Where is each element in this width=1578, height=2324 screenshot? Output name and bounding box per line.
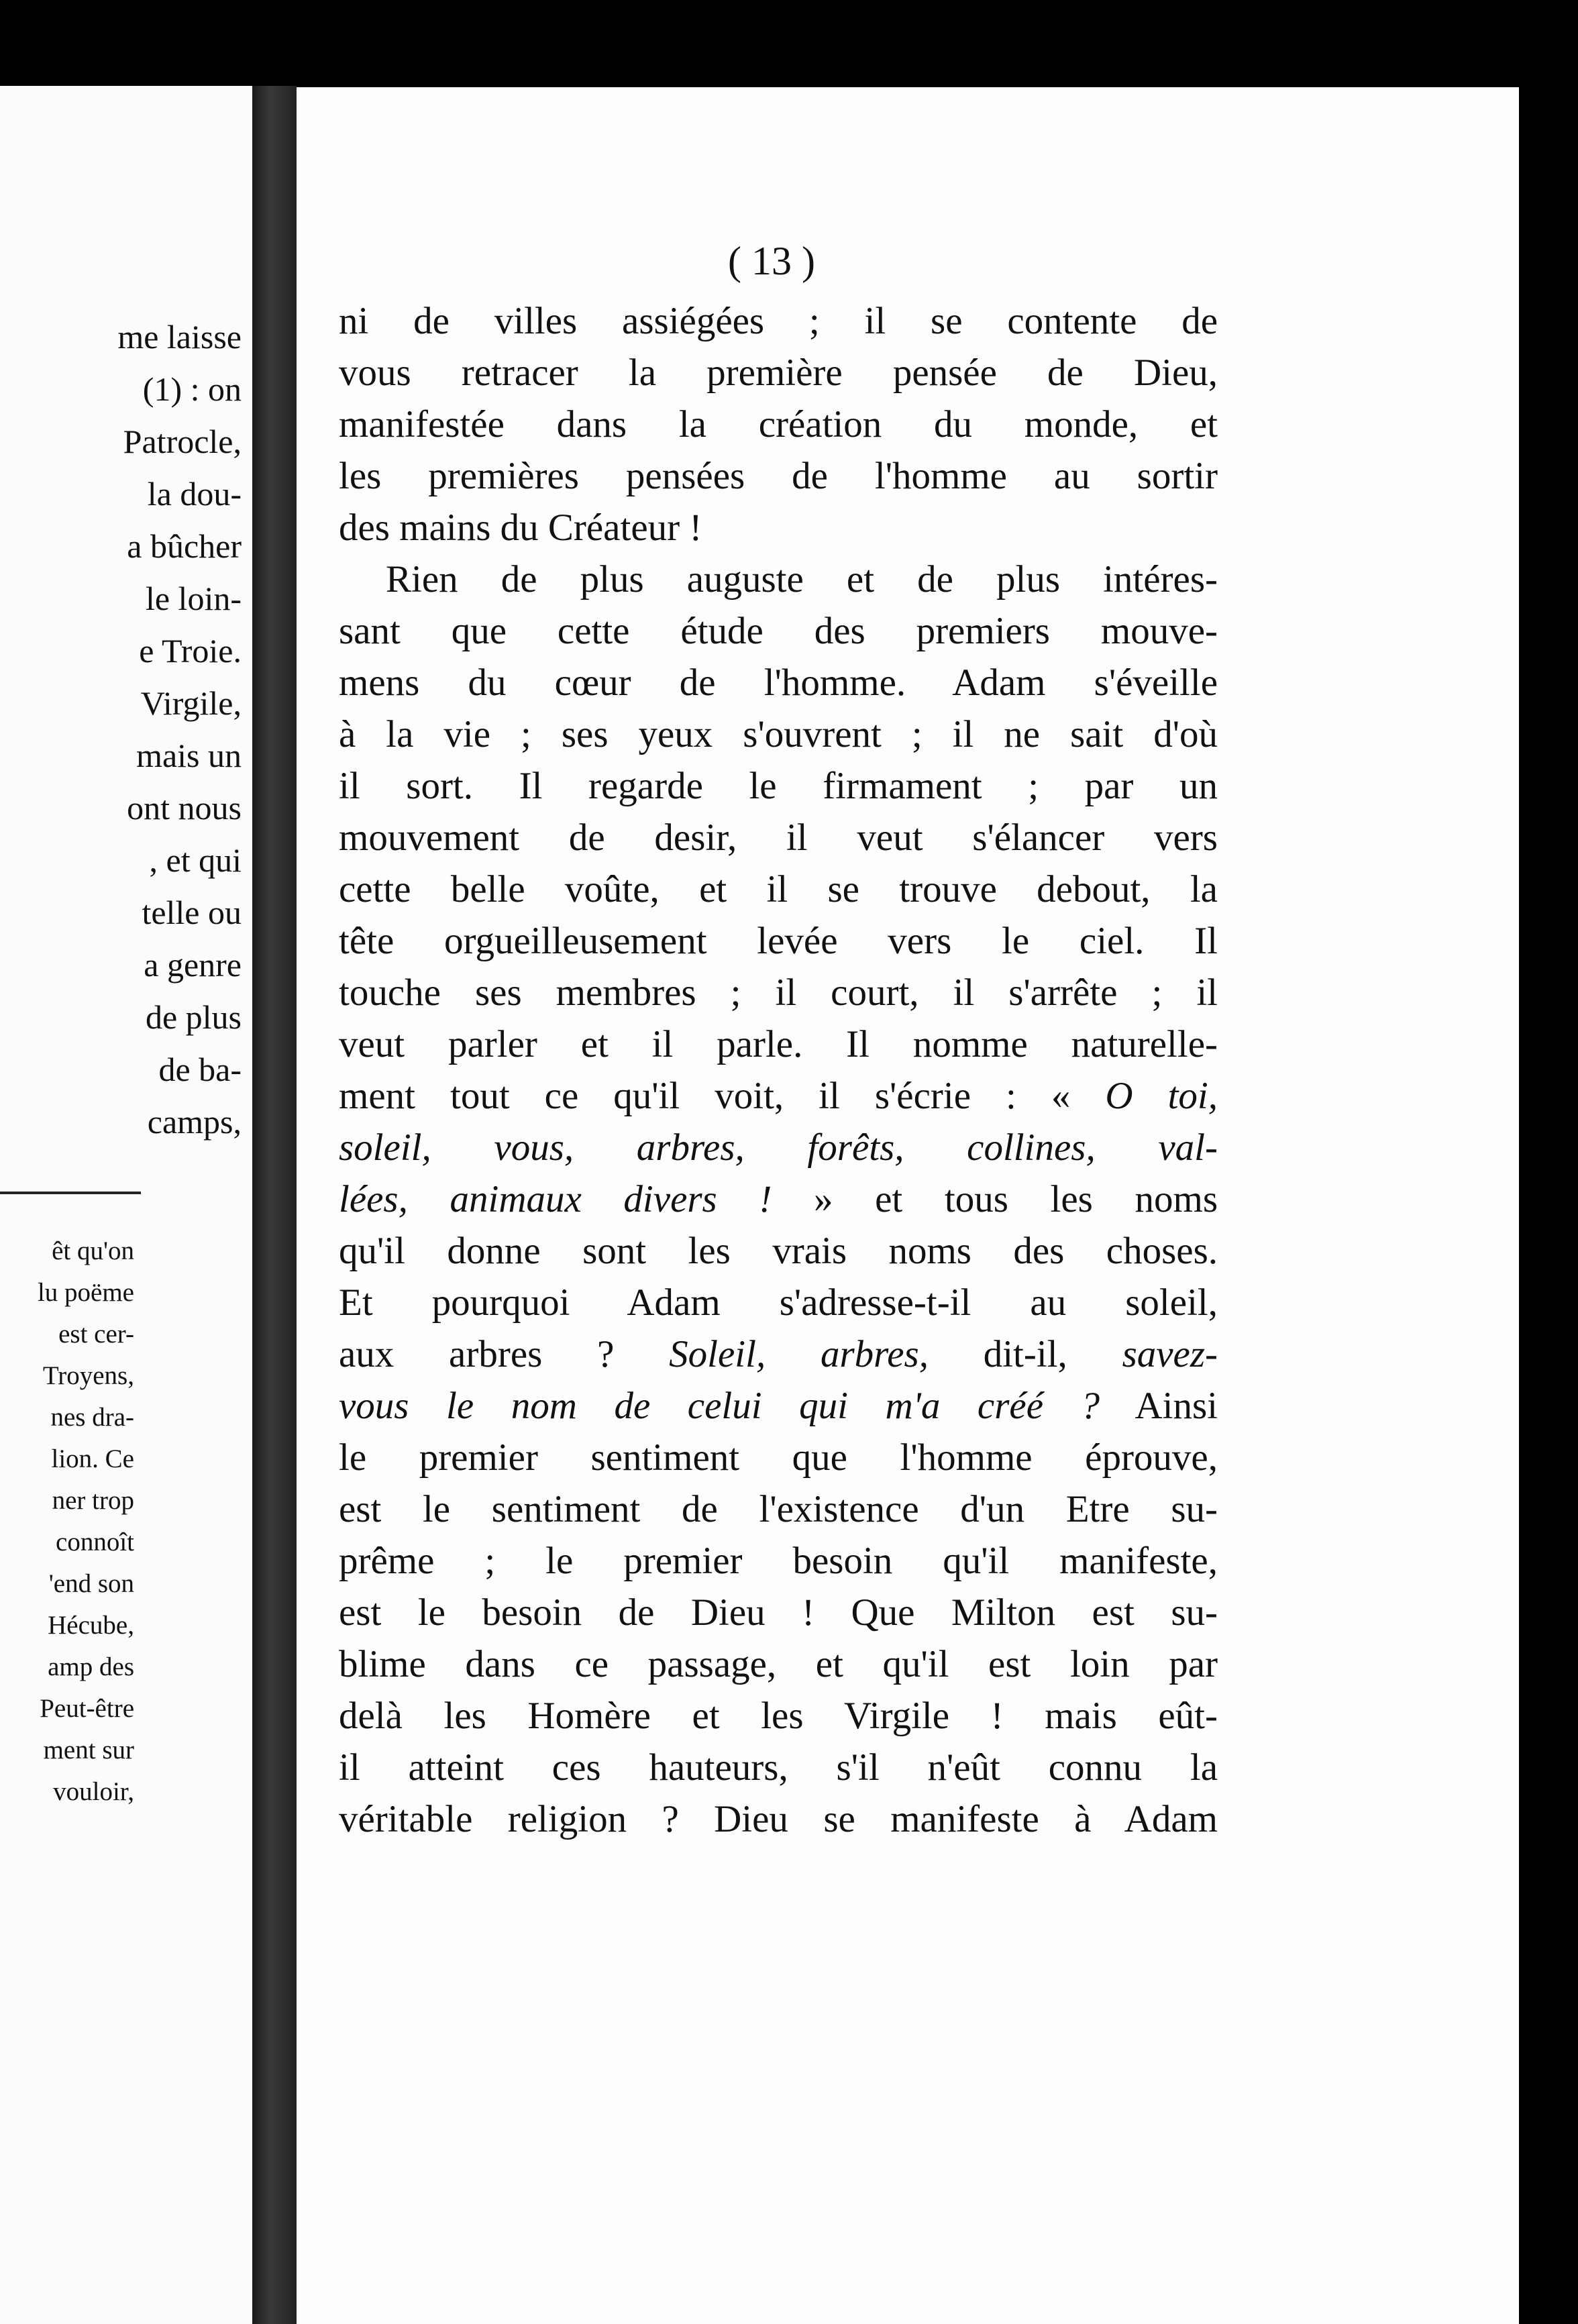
text-line: les premières pensées de l'homme au sortir [339, 455, 1218, 497]
left-line: mais un [136, 737, 242, 774]
right-page-text [339, 295, 1218, 1845]
text-line [339, 1380, 1218, 1432]
left-page-text [0, 311, 242, 1148]
italic-text: Soleil, arbres, [669, 1333, 929, 1375]
footnote-rule [0, 1192, 141, 1194]
text-line [339, 1070, 1218, 1122]
text-line: blime dans ce passage, et qu'il est loin par [339, 1643, 1218, 1685]
footnote-line: Hécube, [48, 1611, 134, 1640]
left-line: me laisse [117, 318, 242, 356]
text-line: prême ; le premier besoin qu'il manifeste, [339, 1540, 1218, 1582]
left-footnote-text [0, 1230, 134, 1813]
footnote-line: amp des [48, 1652, 134, 1681]
italic-text: vous le nom de celui qui m'a créé ? [339, 1385, 1100, 1427]
text-line: tête orgueilleusement levée vers le ciel. Il [339, 920, 1218, 962]
text-line: manifestée dans la création du monde, et [339, 403, 1218, 445]
roman-text: aux arbres ? [339, 1333, 615, 1375]
roman-text: » et tous les noms [813, 1178, 1218, 1220]
footnote-line: connoît [56, 1528, 134, 1556]
text-line: qu'il donne sont les vrais noms des choses. [339, 1230, 1218, 1272]
scan-border [1519, 87, 1578, 2324]
footnote-line: vouloir, [53, 1777, 134, 1806]
footnote-line: ner trop [52, 1486, 134, 1515]
text-line [339, 1173, 1218, 1225]
text-line [339, 1122, 1218, 1173]
left-line: Virgile, [140, 684, 242, 722]
text-line: ni de villes assiégées ; il se contente de [339, 300, 1218, 342]
footnote-line: lion. Ce [51, 1444, 134, 1473]
left-page [0, 86, 252, 2324]
footnote-line: ment sur [43, 1736, 134, 1764]
footnote-line: est cer- [58, 1320, 134, 1349]
left-line: e Troie. [139, 632, 242, 670]
footnote-line: 'end son [48, 1569, 134, 1598]
left-line: a bûcher [127, 527, 242, 565]
text-line: le premier sentiment que l'homme éprouve, [339, 1436, 1218, 1479]
left-line: telle ou [142, 894, 242, 931]
text-line: cette belle voûte, et il se trouve debout, la [339, 868, 1218, 910]
left-line: camps, [147, 1103, 242, 1141]
left-line: la dou- [147, 475, 242, 513]
paragraph-start-line: Rien de plus auguste et de plus intéres- [386, 558, 1218, 600]
text-line: sant que cette étude des premiers mouve- [339, 610, 1218, 652]
left-line: , et qui [149, 841, 242, 879]
page-number: ( 13 ) [728, 239, 815, 283]
roman-text: Ainsi [1135, 1385, 1218, 1427]
book-spine-gutter [252, 86, 297, 2324]
text-line: veut parler et il parle. Il nomme naturelle- [339, 1023, 1218, 1065]
roman-text: dit-il, [983, 1333, 1067, 1375]
text-line: est le besoin de Dieu ! Que Milton est su- [339, 1591, 1218, 1634]
footnote-line: lu poëme [37, 1278, 134, 1307]
left-line: (1) : on [142, 370, 242, 408]
left-line: ont nous [127, 789, 242, 827]
left-line: a genre [144, 946, 242, 984]
text-line: il sort. Il regarde le firmament ; par un [339, 765, 1218, 807]
italic-text: savez- [1122, 1333, 1218, 1375]
text-line: touche ses membres ; il court, il s'arrête ; il [339, 971, 1218, 1014]
text-line: mens du cœur de l'homme. Adam s'éveille [339, 662, 1218, 704]
text-line: vous retracer la première pensée de Dieu, [339, 352, 1218, 394]
italic-text: soleil, vous, arbres, forêts, collines, val- [339, 1126, 1218, 1169]
text-line: véritable religion ? Dieu se manifeste à Adam [339, 1798, 1218, 1840]
footnote-line: Peut-être [40, 1694, 134, 1723]
text-line: mouvement de desir, il veut s'élancer vers [339, 816, 1218, 859]
text-line: delà les Homère et les Virgile ! mais eût- [339, 1695, 1218, 1737]
left-line: le loin- [145, 580, 242, 617]
left-line: de ba- [158, 1051, 242, 1088]
left-line: Patrocle, [123, 423, 242, 460]
left-line: de plus [145, 998, 242, 1036]
footnote-line: êt qu'on [52, 1236, 134, 1265]
text-line: il atteint ces hauteurs, s'il n'eût connu la [339, 1746, 1218, 1789]
roman-text: ment tout ce qu'il voit, il s'écrie : « [339, 1075, 1071, 1117]
text-line: des mains du Créateur ! [339, 507, 702, 549]
italic-text: O toi, [1105, 1075, 1218, 1117]
text-line: Et pourquoi Adam s'adresse-t-il au soleil, [339, 1281, 1218, 1324]
footnote-line: nes dra- [50, 1403, 134, 1432]
footnote-line: Troyens, [42, 1361, 134, 1390]
text-line: à la vie ; ses yeux s'ouvrent ; il ne sait d'où [339, 713, 1218, 755]
text-line [339, 1328, 1218, 1380]
italic-text: lées, animaux divers ! [339, 1178, 772, 1220]
text-line: est le sentiment de l'existence d'un Etre su- [339, 1488, 1218, 1530]
